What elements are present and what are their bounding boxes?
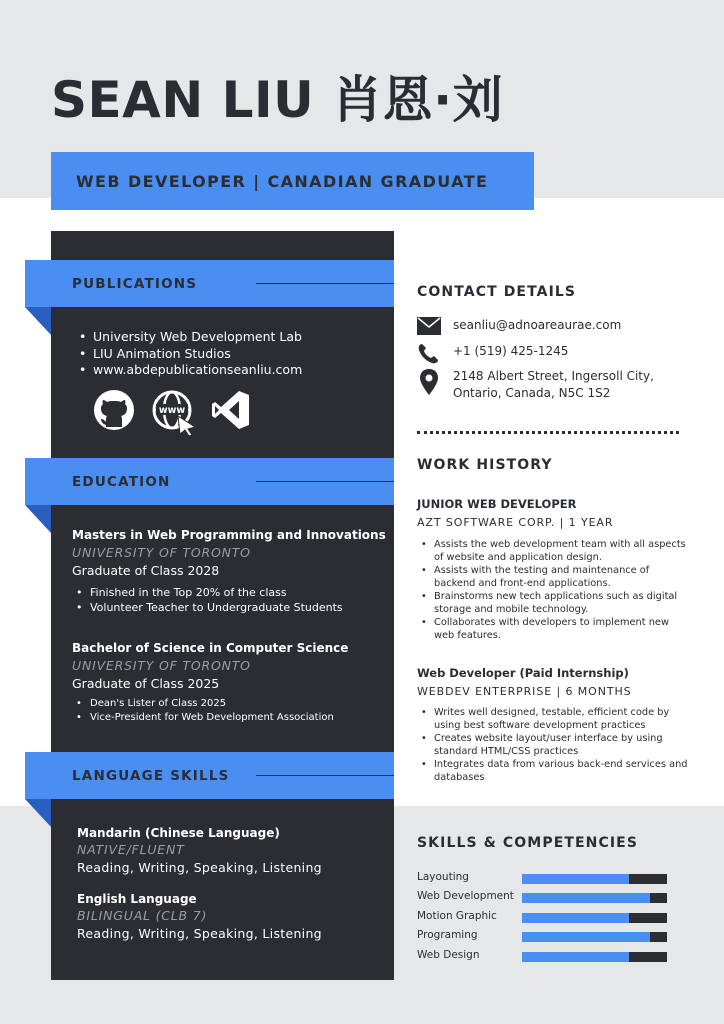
language-abilities: Reading, Writing, Speaking, Listening (77, 926, 322, 941)
publication-item: • LIU Animation Studios (79, 346, 302, 363)
skill-row (417, 910, 669, 924)
skill-bar-fill (522, 913, 629, 923)
job-duty: • Integrates data from various back-end services and databases (421, 758, 688, 784)
skill-bar-track (522, 893, 667, 903)
job-duty: • Brainstorms new tech applications such as digital storage and mobile technology. (421, 590, 686, 616)
envelope-icon (417, 317, 441, 335)
education-entry (72, 528, 386, 615)
graduation-year: Graduate of Class 2025 (72, 676, 220, 691)
skill-bar-track (522, 874, 667, 884)
publication-item: • www.abdepublicationseanliu.com (79, 362, 302, 379)
language-rule (256, 775, 394, 776)
publications-banner-fold (25, 307, 51, 335)
language-entry (77, 892, 322, 941)
education-rule (256, 481, 394, 482)
publications-banner (25, 260, 394, 307)
skill-bar-track (522, 952, 667, 962)
job-duties (421, 538, 686, 642)
publications-rule (256, 283, 394, 284)
publication-icons (93, 389, 253, 437)
skill-row (417, 949, 669, 963)
education-banner (25, 458, 394, 505)
skill-row (417, 929, 669, 943)
contact-heading: CONTACT DETAILS (417, 284, 577, 300)
svg-text:www: www (158, 405, 186, 416)
skill-label: Web Development (417, 890, 514, 902)
contact-phone[interactable]: +1 (519) 425-1245 (453, 344, 569, 358)
education-banner-fold (25, 505, 51, 533)
publications-heading: PUBLICATIONS (72, 276, 198, 292)
language-level: BILINGUAL (CLB 7) (77, 908, 208, 923)
resume-name: SEAN LIU 肖恩·刘 (51, 71, 504, 129)
language-abilities: Reading, Writing, Speaking, Listening (77, 860, 322, 875)
skill-bar-track (522, 913, 667, 923)
education-note: • Finished in the Top 20% of the class (76, 585, 386, 600)
skill-label: Web Design (417, 949, 480, 961)
job-duty: • Assists the web development team with all aspects of website and application design. (421, 538, 686, 564)
contact-email[interactable]: seanliu@adnoareaurae.com (453, 318, 622, 332)
degree-title: Masters in Web Programming and Innovations (72, 528, 386, 542)
degree-title: Bachelor of Science in Computer Science (72, 641, 349, 655)
headline-text: WEB DEVELOPER | CANADIAN GRADUATE (76, 172, 489, 191)
github-icon[interactable] (93, 389, 135, 431)
www-globe-cursor-icon[interactable] (151, 389, 199, 437)
visual-studio-icon[interactable] (211, 389, 251, 431)
education-note: • Vice-President for Web Development Association (76, 711, 348, 725)
job-company: AZT SOFTWARE CORP. | 1 YEAR (417, 516, 614, 529)
skill-bar-track (522, 932, 667, 942)
language-name: English Language (77, 892, 197, 906)
skill-label: Motion Graphic (417, 910, 497, 922)
school-name: UNIVERSITY OF TORONTO (72, 545, 251, 560)
skill-row (417, 871, 669, 885)
job-title: JUNIOR WEB DEVELOPER (417, 497, 577, 511)
job-duties (421, 706, 688, 784)
publication-item: • University Web Development Lab (79, 329, 302, 346)
work-heading: WORK HISTORY (417, 457, 553, 473)
skill-label: Programing (417, 929, 478, 941)
language-banner (25, 752, 394, 799)
phone-icon (417, 343, 439, 365)
job-duty: • Creates website layout/user interface by using standard HTML/CSS practices (421, 732, 688, 758)
job-duty: • Collaborates with developers to implement new web features. (421, 616, 686, 642)
contact-address-line1: 2148 Albert Street, Ingersoll City, (453, 369, 654, 383)
skill-bar-fill (522, 893, 650, 903)
education-heading: EDUCATION (72, 474, 171, 490)
language-name: Mandarin (Chinese Language) (77, 826, 280, 840)
education-notes (76, 585, 386, 615)
job-company: WEBDEV ENTERPRISE | 6 MONTHS (417, 685, 632, 698)
skill-row (417, 890, 669, 904)
education-notes (76, 697, 348, 725)
education-note: • Volunteer Teacher to Undergraduate Students (76, 600, 386, 615)
skill-bar-fill (522, 874, 629, 884)
contact-address-line2: Ontario, Canada, N5C 1S2 (453, 386, 611, 400)
skills-heading: SKILLS & COMPETENCIES (417, 835, 639, 851)
school-name: UNIVERSITY OF TORONTO (72, 658, 251, 673)
language-banner-fold (25, 799, 51, 827)
section-divider-dotted (417, 431, 679, 434)
location-pin-icon (417, 368, 441, 396)
job-title: Web Developer (Paid Internship) (417, 666, 629, 680)
education-note: • Dean's Lister of Class 2025 (76, 697, 348, 711)
headline-bar (51, 152, 534, 210)
job-duty: • Writes well designed, testable, efficient code by using best software development practices (421, 706, 688, 732)
language-heading: LANGUAGE SKILLS (72, 768, 230, 784)
language-entry (77, 826, 322, 875)
publications-list (79, 329, 302, 379)
education-entry (72, 641, 348, 725)
job-duty: • Assists with the testing and maintenance of backend and front-end applications. (421, 564, 686, 590)
language-level: NATIVE/FLUENT (77, 842, 185, 857)
graduation-year: Graduate of Class 2028 (72, 563, 220, 578)
skill-bar-fill (522, 932, 650, 942)
skill-label: Layouting (417, 871, 469, 883)
skill-bar-fill (522, 952, 629, 962)
